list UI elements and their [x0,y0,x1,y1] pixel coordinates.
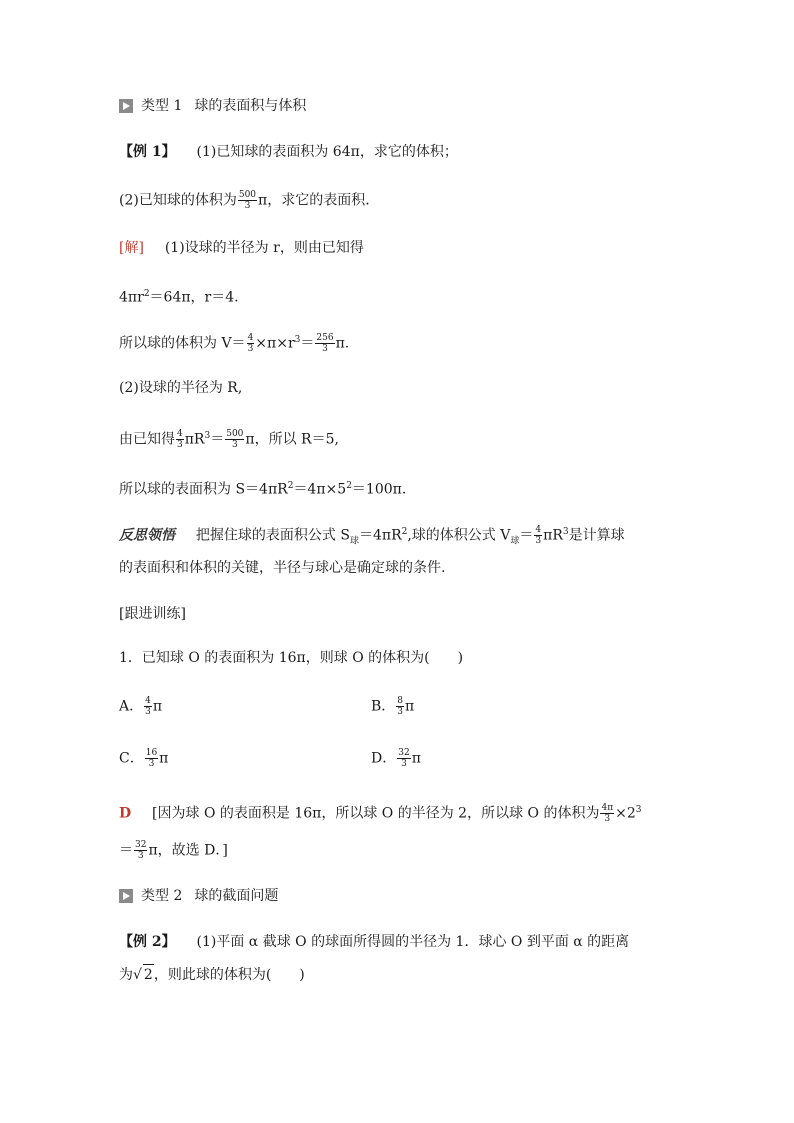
section-label: 类型 1 [141,98,183,114]
solution-line-5: 由已知得 $\frac{4}{3}$ $\pi R^3=$ $\frac{500}{3}$ π，所以 R＝5, [119,429,339,451]
example-2-line-1 [119,932,629,952]
solution-line-1 [119,238,364,258]
example-tag: 【例 2】 [119,934,176,950]
solution-line-6: 所以球的表面积为 $S=4\pi R^2=4\pi\times 5^2=100\pi$. [119,481,407,498]
play-triangle-icon [119,889,133,903]
example-tag: 【例 1】 [119,144,176,160]
option-d: D． $\frac{32}{3}$ π [371,748,421,769]
option-b: B． $\frac{8}{3}$ π [371,696,415,717]
fraction: $\frac{500}{3}$ [226,429,244,451]
answer-line-1: D [因为球 O 的表面积是 16π，所以球 O 的半径为 2，所以球 O 的体积为 $\frac{4\pi}{3}$ $\times 2^3$ [119,803,642,825]
section-label: 类型 2 [141,888,183,904]
example-text: (2)已知球的体积为 [119,192,237,209]
fraction: $\frac{256}{3}$ [316,333,334,355]
section-title: 球的表面积与体积 [194,98,307,114]
play-triangle-icon [119,99,133,113]
section-heading-1 [119,96,306,116]
example-text: π，求它的表面积. [258,192,370,209]
option-a: A． $\frac{4}{3}$ π [119,696,163,717]
solution-tag: [解] [119,240,144,256]
solution-line-2: $4\pi r^2=64\pi$，r＝4. [119,289,239,306]
example-2-line-2: 为√ 2，则此球的体积为( ) [119,964,305,985]
example-text: (1)已知球的表面积为 64π，求它的体积； [196,144,458,160]
fraction: $\frac{4\pi}{3}$ [601,803,614,825]
example-1-line-1 [119,142,458,162]
solution-text: (1)设球的半径为 r，则由已知得 [164,240,364,256]
reflection-line-1: 反思领悟 把握住球的表面积公式 $S_球=4\pi R^2$,球的体积公式 $V_球=$ $\frac{4}{3}$ $\pi R^3$是计算球 [119,525,625,547]
fraction: $\frac{4}{3}$ [247,333,254,355]
example-text: (1)平面 α 截球 O 的球面所得圆的半径为 1．球心 O 到平面 α 的距离 [196,934,630,950]
practice-heading: [跟进训练] [119,606,186,622]
fraction: $\frac{4}{3}$ [177,429,183,451]
practice-question-1: 1．已知球 O 的表面积为 16π，则球 O 的体积为( ) [119,650,464,666]
section-heading-2 [119,886,278,906]
reflection-label: 反思领悟 [119,527,175,544]
sqrt-value: 2 [143,964,154,985]
fraction: $\frac{4}{3}$ [535,525,542,547]
section-title: 球的截面问题 [194,888,279,904]
answer-letter: D [119,805,132,822]
fraction: $\frac{32}{3}$ [135,840,147,861]
solution-line-4: (2)设球的半径为 R, [119,380,243,396]
answer-line-2: ＝ $\frac{32}{3}$ π，故选 D．] [119,840,228,861]
fraction: $\frac{500}{3}$ [238,190,257,211]
option-c: C． $\frac{16}{3}$ π [119,748,169,769]
example-1-line-2 [119,190,370,211]
solution-line-3: 所以球的体积为 V＝ $\frac{4}{3}$ $\times\pi\times r^3=$ $\frac{256}{3}$ π. [119,333,350,355]
reflection-line-2: 的表面积和体积的关键，半径与球心是确定球的条件. [119,560,446,576]
